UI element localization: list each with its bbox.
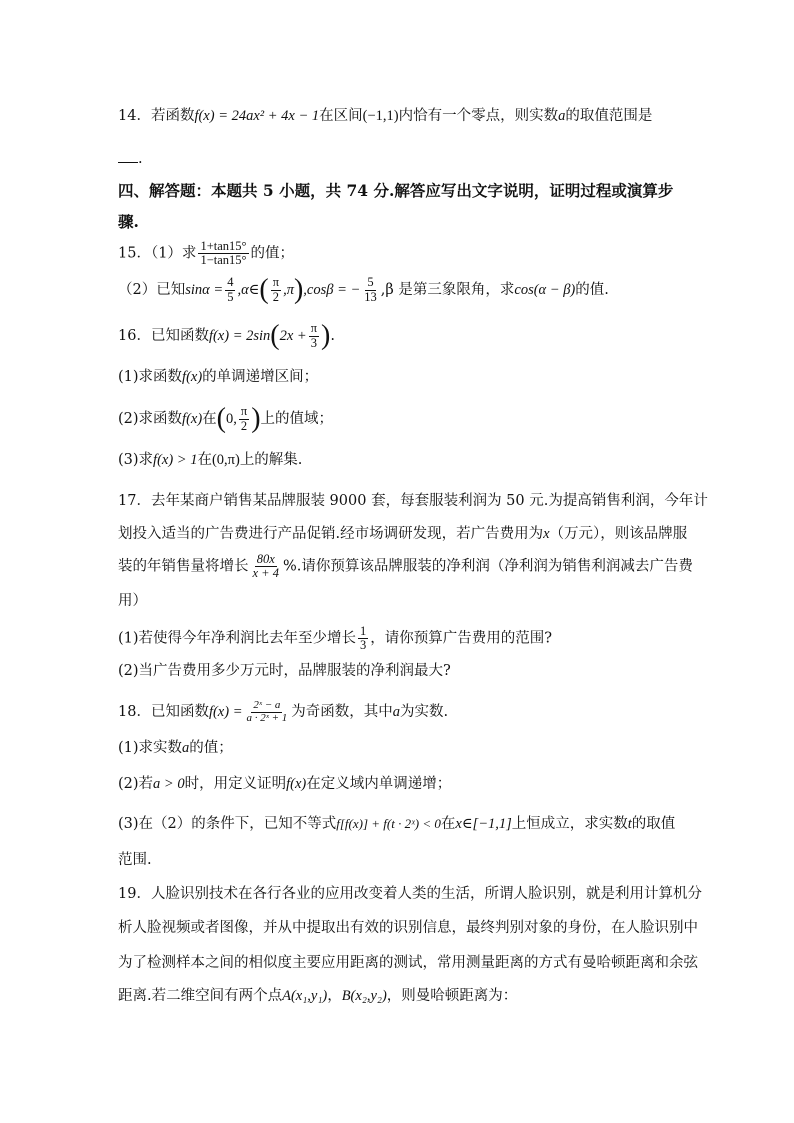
question-18-sub-2 <box>118 776 694 793</box>
left-paren: ( <box>216 403 226 434</box>
text: 的取值范围是 <box>565 108 653 124</box>
text: (1)若使得今年净利润比去年至少增长 <box>118 630 357 647</box>
question-15-part-1 <box>118 240 694 267</box>
text: 为实数. <box>400 704 449 721</box>
right-paren: ) <box>251 403 261 434</box>
right-paren: ) <box>293 274 304 305</box>
math: 2x + <box>279 328 307 344</box>
math: ,α∈ <box>237 282 260 298</box>
text: 在 <box>202 411 217 427</box>
question-number: 14． <box>118 108 151 124</box>
text: 的值. <box>575 282 609 298</box>
left-paren: ( <box>270 320 280 351</box>
math: f(x) <box>182 369 203 385</box>
text: 已知函数 <box>150 704 209 721</box>
text: 装的年销售量将增长 <box>118 558 249 575</box>
text: （万元），则该品牌服 <box>549 526 688 542</box>
numerator: 5 <box>367 275 374 290</box>
numerator: π <box>310 321 318 336</box>
text: %.请你预算该品牌服装的净利润（净利润为销售利润减去广告费 <box>282 558 693 575</box>
text: (1)求实数 <box>118 740 183 756</box>
answer-blank[interactable] <box>118 148 138 163</box>
text: ，则曼哈顿距离为： <box>386 988 518 1004</box>
function-expression: f(x) = 24ax² + 4x − 1 <box>194 108 320 124</box>
math: ,cosβ = − <box>303 282 361 298</box>
math: x∈[−1,1] <box>455 816 512 832</box>
text: （2）已知 <box>118 282 186 298</box>
fraction <box>251 553 281 580</box>
text: 在定义域内单调递增； <box>306 776 452 792</box>
numerator: 1 <box>360 624 367 638</box>
answer-blank-line <box>118 148 694 168</box>
fraction <box>271 276 281 303</box>
math: f(x) = <box>208 704 243 721</box>
text: 内恰有一个零点，则实数 <box>398 108 559 124</box>
text: 上的值域； <box>260 411 334 427</box>
text: ,β 是第三象限角，求 <box>380 282 515 298</box>
question-19-line-2: 析人脸视频或者图像，并从中提取出有效的识别信息，最终判别对象的身份，在人脸识别中 <box>118 920 698 936</box>
text: ，请你预算广告费用的范围? <box>370 630 553 647</box>
numerator: π <box>272 275 280 290</box>
math: a > 0 <box>153 776 185 792</box>
text: 为奇函数，其中 <box>291 704 393 721</box>
numerator: π <box>240 404 248 419</box>
question-16 <box>118 322 694 350</box>
question-19-line-3: 为了检测样本之间的相似度主要应用距离的测试，常用测量距离的方式有曼哈顿距离和余弦 <box>118 955 698 971</box>
point-a: A(x₁,y₁) <box>282 988 328 1004</box>
fraction <box>362 276 379 303</box>
denominator: 3 <box>310 335 317 350</box>
interval: (−1,1) <box>362 108 399 124</box>
text: 在区间 <box>319 108 363 124</box>
section-heading: 四、解答题：本题共 5 小题，共 74 分.解答应写出文字说明，证明过程或演算步 <box>118 181 674 200</box>
text: 在 <box>440 816 456 832</box>
left-paren: ( <box>259 274 269 305</box>
math: f(x) = 2sin <box>208 328 271 344</box>
text: 已知函数 <box>150 328 209 344</box>
numerator: 4 <box>227 275 234 290</box>
question-19-line-4 <box>118 988 694 1005</box>
denominator: a · 2ˣ + 1 <box>246 711 288 724</box>
fraction <box>358 625 368 652</box>
denominator: 3 <box>360 638 367 653</box>
numerator: 80x <box>256 552 275 566</box>
fraction <box>244 700 289 724</box>
text: 的单调递增区间； <box>202 369 319 385</box>
question-16-sub-3 <box>118 452 694 469</box>
question-17-line-3 <box>118 553 694 580</box>
question-18-sub-3-cont: 范围. <box>118 852 152 868</box>
question-16-sub-1 <box>118 369 694 386</box>
math: f(x) <box>286 776 307 792</box>
text: 的值； <box>250 245 295 262</box>
question-18-sub-1 <box>118 740 694 757</box>
text: 上的解集. <box>239 452 303 468</box>
question-17-sub-1 <box>118 625 694 652</box>
text: ， <box>327 988 342 1004</box>
denominator: 2 <box>272 289 280 304</box>
point-b: B(x₂,y₂) <box>341 988 387 1004</box>
question-number: 18． <box>118 704 151 721</box>
question-19-line-1: 19．人脸识别技术在各行各业的应用改变着人类的生活，所谓人脸识别，就是利用计算机分 <box>118 886 702 902</box>
variable: a <box>558 108 566 124</box>
numerator: 1+tan15° <box>200 239 247 253</box>
math: f(x) <box>182 411 203 427</box>
text: (3)求 <box>118 452 154 468</box>
text: 划投入适当的广告费进行产品促销.经市场调研发现，若广告费用为 <box>118 526 544 542</box>
fraction <box>225 276 235 303</box>
math: (0,π) <box>211 452 240 468</box>
text: （1）求 <box>150 245 197 262</box>
question-17-line-1: 17．去年某商户销售某品牌服装 9000 套，每套服装利润为 50 元.为提高销售利润，今年计 <box>118 493 708 509</box>
math: 0, <box>226 411 237 427</box>
right-paren: ) <box>321 320 331 351</box>
question-17-sub-2: (2)当广告费用多少万元时，品牌服装的净利润最大? <box>118 663 451 679</box>
numerator: 2ˣ − a <box>253 699 281 711</box>
question-17-line-2 <box>118 526 694 543</box>
question-14 <box>118 108 694 125</box>
fraction <box>309 322 319 349</box>
variable: a <box>182 740 190 756</box>
question-15-part-2 <box>118 276 694 304</box>
text: (2)若 <box>118 776 154 792</box>
question-17-line-4: 用） <box>118 593 147 609</box>
text: . <box>330 328 335 344</box>
question-number: 15． <box>118 245 151 262</box>
denominator: 1−tan15° <box>200 253 247 268</box>
math: sinα = <box>185 282 224 298</box>
fraction <box>239 405 249 432</box>
denominator: 13 <box>364 289 377 304</box>
text: 时，用定义证明 <box>184 776 287 792</box>
section-heading-cont: 骤. <box>118 212 139 231</box>
denominator: 5 <box>227 289 234 304</box>
math: f(x) > 1 <box>153 452 198 468</box>
period: . <box>138 151 143 167</box>
math: ,π <box>283 282 294 298</box>
variable: x <box>543 526 550 542</box>
text: (1)求函数 <box>118 369 183 385</box>
text: (2)求函数 <box>118 411 183 427</box>
text: 距离.若二维空间有两个点 <box>118 988 283 1004</box>
question-16-sub-2 <box>118 405 694 433</box>
denominator: 2 <box>240 418 248 433</box>
text: 的取值 <box>631 816 676 832</box>
text: (3)在（2）的条件下，已知不等式 <box>118 816 337 832</box>
variable: t <box>627 816 632 832</box>
text: 上恒成立，求实数 <box>511 816 628 832</box>
text: 在 <box>197 452 212 468</box>
fraction <box>198 240 248 267</box>
variable: a <box>392 704 401 721</box>
math: f[f(x)] + f(t · 2ˣ) < 0 <box>336 816 441 831</box>
question-18 <box>118 700 694 724</box>
denominator: x + 4 <box>252 566 279 581</box>
text: 若函数 <box>150 108 195 124</box>
math: cos(α − β) <box>514 282 576 298</box>
question-18-sub-3 <box>118 816 694 833</box>
text: 的值； <box>189 740 233 756</box>
question-number: 16． <box>118 328 151 344</box>
